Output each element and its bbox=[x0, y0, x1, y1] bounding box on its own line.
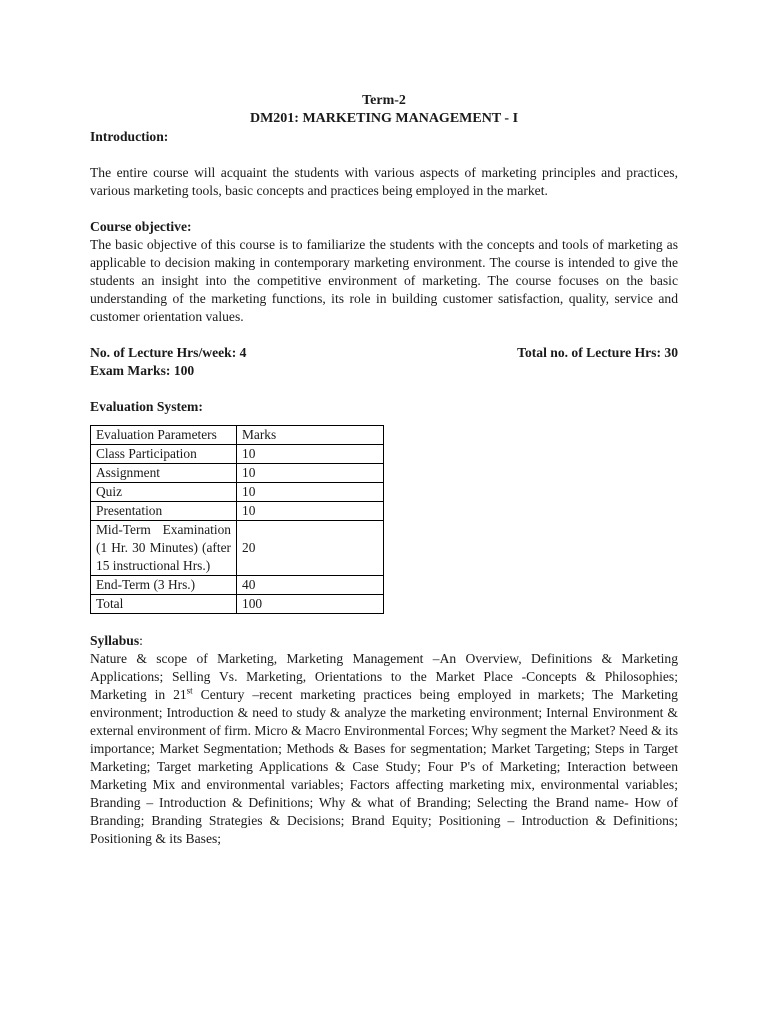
table-cell: Assignment bbox=[91, 464, 237, 483]
table-cell: 10 bbox=[237, 483, 384, 502]
syllabus-heading-line bbox=[90, 632, 678, 650]
table-cell: Presentation bbox=[91, 502, 237, 521]
exam-marks: Exam Marks: 100 bbox=[90, 363, 195, 378]
table-row bbox=[91, 483, 384, 502]
table-row bbox=[91, 464, 384, 483]
course-objective-text: The basic objective of this course is to familiarize the students with the concepts and tools of marketing as applicable to decision making in contemporary marketing environment. The course is intended to give the students an insight into the competitive environment of marketing. The course focuses on the basic understanding of the marketing functions, its role in building customer satisfaction, quality, service and customer orientation values. bbox=[90, 237, 678, 324]
table-row bbox=[91, 502, 384, 521]
term-label: Term-2 bbox=[362, 93, 406, 108]
table-cell: End-Term (3 Hrs.) bbox=[91, 576, 237, 595]
table-cell: Class Participation bbox=[91, 445, 237, 464]
table-row bbox=[91, 595, 384, 614]
introduction-heading: Introduction: bbox=[90, 129, 169, 144]
table-row bbox=[91, 576, 384, 595]
table-row bbox=[91, 445, 384, 464]
table-header-row bbox=[91, 426, 384, 445]
table-header-cell: Marks bbox=[237, 426, 384, 445]
lecture-hours-per-week: No. of Lecture Hrs/week: 4 bbox=[90, 345, 247, 360]
lecture-hours-row bbox=[90, 344, 678, 362]
table-cell: 10 bbox=[237, 502, 384, 521]
total-lecture-hours: Total no. of Lecture Hrs: 30 bbox=[517, 345, 678, 360]
document-content bbox=[90, 92, 678, 848]
course-objective-heading: Course objective: bbox=[90, 219, 192, 234]
table-row bbox=[91, 521, 384, 576]
table-cell: Total bbox=[91, 595, 237, 614]
syllabus-superscript: st bbox=[186, 685, 193, 696]
table-header-cell: Evaluation Parameters bbox=[91, 426, 237, 445]
table-cell: 40 bbox=[237, 576, 384, 595]
table-cell: Mid-Term Examination (1 Hr. 30 Minutes) (after 15 instructional Hrs.) bbox=[91, 521, 237, 576]
syllabus-text-part1: Nature & scope of Marketing, Marketing Management –An Overview, Definitions & Marketing Applications; Selling Vs. Marketing, Orientations to the Market Place -Concepts & Philosophies; Marketing in 21 bbox=[90, 651, 678, 702]
course-title: DM201: MARKETING MANAGEMENT - I bbox=[249, 111, 519, 126]
table-cell: 10 bbox=[237, 445, 384, 464]
table-cell: 100 bbox=[237, 595, 384, 614]
table-cell: 20 bbox=[237, 521, 384, 576]
table-cell: 10 bbox=[237, 464, 384, 483]
table-cell: Quiz bbox=[91, 483, 237, 502]
syllabus-colon: : bbox=[139, 633, 143, 648]
evaluation-table bbox=[90, 425, 384, 614]
syllabus-text-part2: Century –recent marketing practices being employed in markets; The Marketing environment; Introduction & need to study & analyze the marketing environment; Internal Environment & external environment of firm. Micro & Macro Environmental Forces; Why segment the Market? Need & its importance; Market Segmentation; Methods & Bases for segmentation; Market Targeting; Steps in Target Marketing; Target marketing Applications & Case Study; Four P's of Marketing; Interaction between Marketing Mix and environmental variables; Factors affecting marketing mix, environmental variables; Branding – Introduction & Definitions; Why & what of Branding; Selecting the Brand name- How of Branding; Branding Strategies & Decisions; Brand Equity; Positioning – Introduction & Definitions; Positioning & its Bases; bbox=[90, 687, 678, 846]
syllabus-heading: Syllabus bbox=[90, 633, 140, 648]
introduction-text: The entire course will acquaint the students with various aspects of marketing principles and practices, various marketing tools, basic concepts and practices being employed in the market. bbox=[90, 165, 678, 198]
evaluation-system-heading: Evaluation System: bbox=[90, 399, 203, 414]
syllabus-text bbox=[90, 650, 678, 848]
